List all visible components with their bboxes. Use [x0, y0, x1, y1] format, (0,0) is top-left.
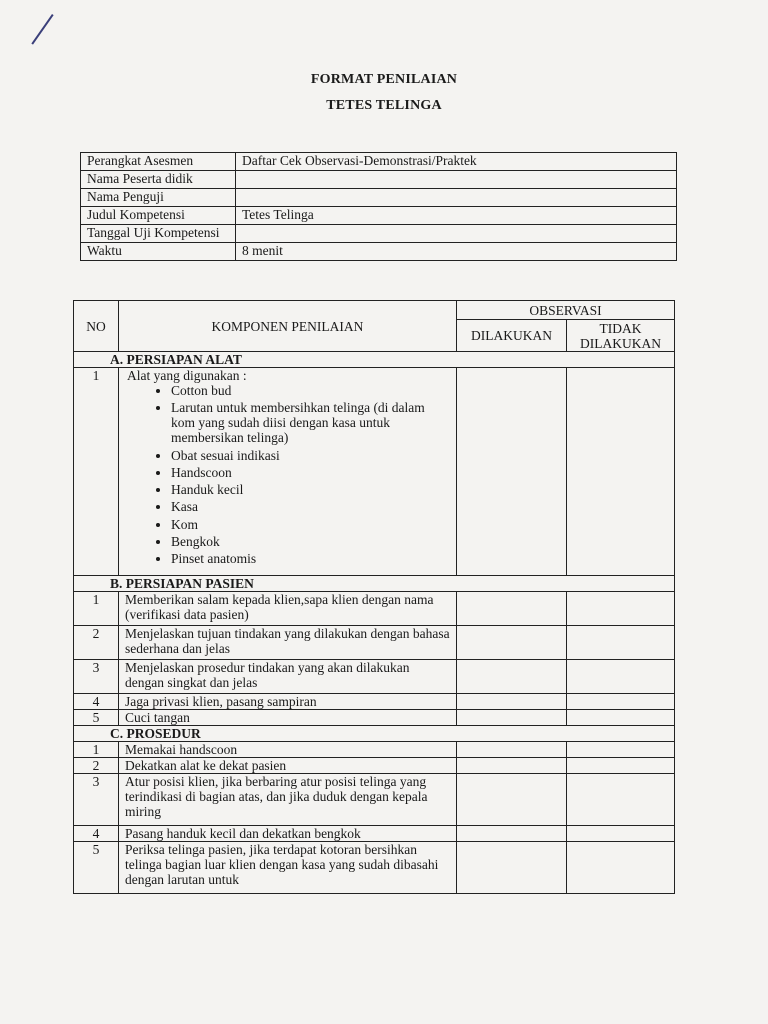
done-checkbox-cell[interactable]: [456, 826, 566, 842]
component-text: Jaga privasi klien, pasang sampiran: [119, 694, 457, 710]
component-text: Menjelaskan prosedur tindakan yang akan dilakukan dengan singkat dan jelas: [119, 660, 457, 694]
header-done: DILAKUKAN: [456, 320, 566, 352]
done-checkbox-cell[interactable]: [456, 694, 566, 710]
list-item: • Kom: [171, 517, 450, 532]
section-row: [74, 576, 675, 592]
list-item: • Handuk kecil: [171, 482, 450, 497]
list-item: • Obat sesuai indikasi: [171, 448, 450, 463]
component-text: Menjelaskan tujuan tindakan yang dilakukan dengan bahasa sederhana dan jelas: [119, 626, 457, 660]
section-title: B. PERSIAPAN PASIEN: [74, 576, 675, 592]
table-row: [74, 592, 675, 626]
info-value: 8 menit: [236, 243, 677, 261]
component-text: Memberikan salam kepada klien,sapa klien dengan nama (verifikasi data pasien): [119, 592, 457, 626]
header-component: KOMPONEN PENILAIAN: [119, 301, 457, 352]
info-value: [236, 171, 677, 189]
info-label: Judul Kompetensi: [81, 207, 236, 225]
header-observation: OBSERVASI: [456, 301, 674, 320]
table-row: [74, 826, 675, 842]
not-done-checkbox-cell[interactable]: [566, 842, 674, 894]
section-title: A. PERSIAPAN ALAT: [74, 352, 675, 368]
table-row: [74, 710, 675, 726]
done-checkbox-cell[interactable]: [456, 842, 566, 894]
list-item: • Kasa: [171, 499, 450, 514]
info-row: [81, 171, 677, 189]
header-not-done: TIDAK DILAKUKAN: [566, 320, 674, 352]
info-label: Waktu: [81, 243, 236, 261]
done-checkbox-cell[interactable]: [456, 742, 566, 758]
not-done-checkbox-cell[interactable]: [566, 626, 674, 660]
equipment-list: [125, 383, 450, 566]
header-no: NO: [74, 301, 119, 352]
info-value: [236, 225, 677, 243]
table-row: [74, 758, 675, 774]
not-done-checkbox-cell[interactable]: [566, 758, 674, 774]
row-number: 4: [74, 826, 119, 842]
row-number: 4: [74, 694, 119, 710]
info-table: [80, 152, 677, 261]
info-label: Nama Peserta didik: [81, 171, 236, 189]
row-number: 3: [74, 660, 119, 694]
list-item: • Pinset anatomis: [171, 551, 450, 566]
document-subtitle: TETES TELINGA: [326, 98, 442, 113]
info-row: [81, 225, 677, 243]
row-number: 1: [74, 368, 119, 576]
info-row: [81, 153, 677, 171]
row-number: 1: [74, 592, 119, 626]
component-text: Pasang handuk kecil dan dekatkan bengkok: [119, 826, 457, 842]
info-label: Tanggal Uji Kompetensi: [81, 225, 236, 243]
not-done-checkbox-cell[interactable]: [566, 826, 674, 842]
row-number: 5: [74, 842, 119, 894]
table-row: [74, 694, 675, 710]
info-row: [81, 189, 677, 207]
table-row: [74, 774, 675, 826]
not-done-checkbox-cell[interactable]: [566, 368, 674, 576]
done-checkbox-cell[interactable]: [456, 758, 566, 774]
done-checkbox-cell[interactable]: [456, 660, 566, 694]
component-text: Periksa telinga pasien, jika terdapat kotoran bersihkan telinga bagian luar klien dengan kasa yang sudah dibasahi dengan larutan untuk: [119, 842, 457, 894]
table-row: [74, 368, 675, 576]
table-row: [74, 742, 675, 758]
done-checkbox-cell[interactable]: [456, 592, 566, 626]
not-done-checkbox-cell[interactable]: [566, 710, 674, 726]
done-checkbox-cell[interactable]: [456, 710, 566, 726]
row-number: 2: [74, 626, 119, 660]
done-checkbox-cell[interactable]: [456, 774, 566, 826]
section-row: [74, 352, 675, 368]
list-item: • Cotton bud: [171, 383, 450, 398]
section-title: C. PROSEDUR: [74, 726, 675, 742]
done-checkbox-cell[interactable]: [456, 626, 566, 660]
section-row: [74, 726, 675, 742]
assessment-table: [73, 300, 675, 894]
not-done-checkbox-cell[interactable]: [566, 774, 674, 826]
row-number: 5: [74, 710, 119, 726]
document-title: FORMAT PENILAIAN: [310, 72, 458, 87]
info-row: [81, 243, 677, 261]
component-cell: [119, 368, 457, 576]
list-item: • Handscoon: [171, 465, 450, 480]
info-value: [236, 189, 677, 207]
info-label: Nama Penguji: [81, 189, 236, 207]
table-row: [74, 842, 675, 894]
row-number: 1: [74, 742, 119, 758]
table-row: [74, 626, 675, 660]
not-done-checkbox-cell[interactable]: [566, 694, 674, 710]
not-done-checkbox-cell[interactable]: [566, 660, 674, 694]
row-number: 2: [74, 758, 119, 774]
component-text: Memakai handscoon: [119, 742, 457, 758]
info-label: Perangkat Asesmen: [81, 153, 236, 171]
pen-mark: [31, 14, 53, 45]
component-text: Cuci tangan: [119, 710, 457, 726]
component-text: Atur posisi klien, jika berbaring atur posisi telinga yang terindikasi di bagian atas, dan jika duduk dengan kepala miring: [119, 774, 457, 826]
component-intro: Alat yang digunakan :: [127, 368, 247, 383]
not-done-checkbox-cell[interactable]: [566, 592, 674, 626]
table-row: [74, 660, 675, 694]
info-value: Daftar Cek Observasi-Demonstrasi/Praktek: [236, 153, 677, 171]
list-item: • Bengkok: [171, 534, 450, 549]
info-row: [81, 207, 677, 225]
info-value: Tetes Telinga: [236, 207, 677, 225]
list-item: • Larutan untuk membersihkan telinga (di dalam kom yang sudah diisi dengan kasa untuk membersikan telinga): [171, 400, 450, 445]
not-done-checkbox-cell[interactable]: [566, 742, 674, 758]
row-number: 3: [74, 774, 119, 826]
component-text: Dekatkan alat ke dekat pasien: [119, 758, 457, 774]
done-checkbox-cell[interactable]: [456, 368, 566, 576]
